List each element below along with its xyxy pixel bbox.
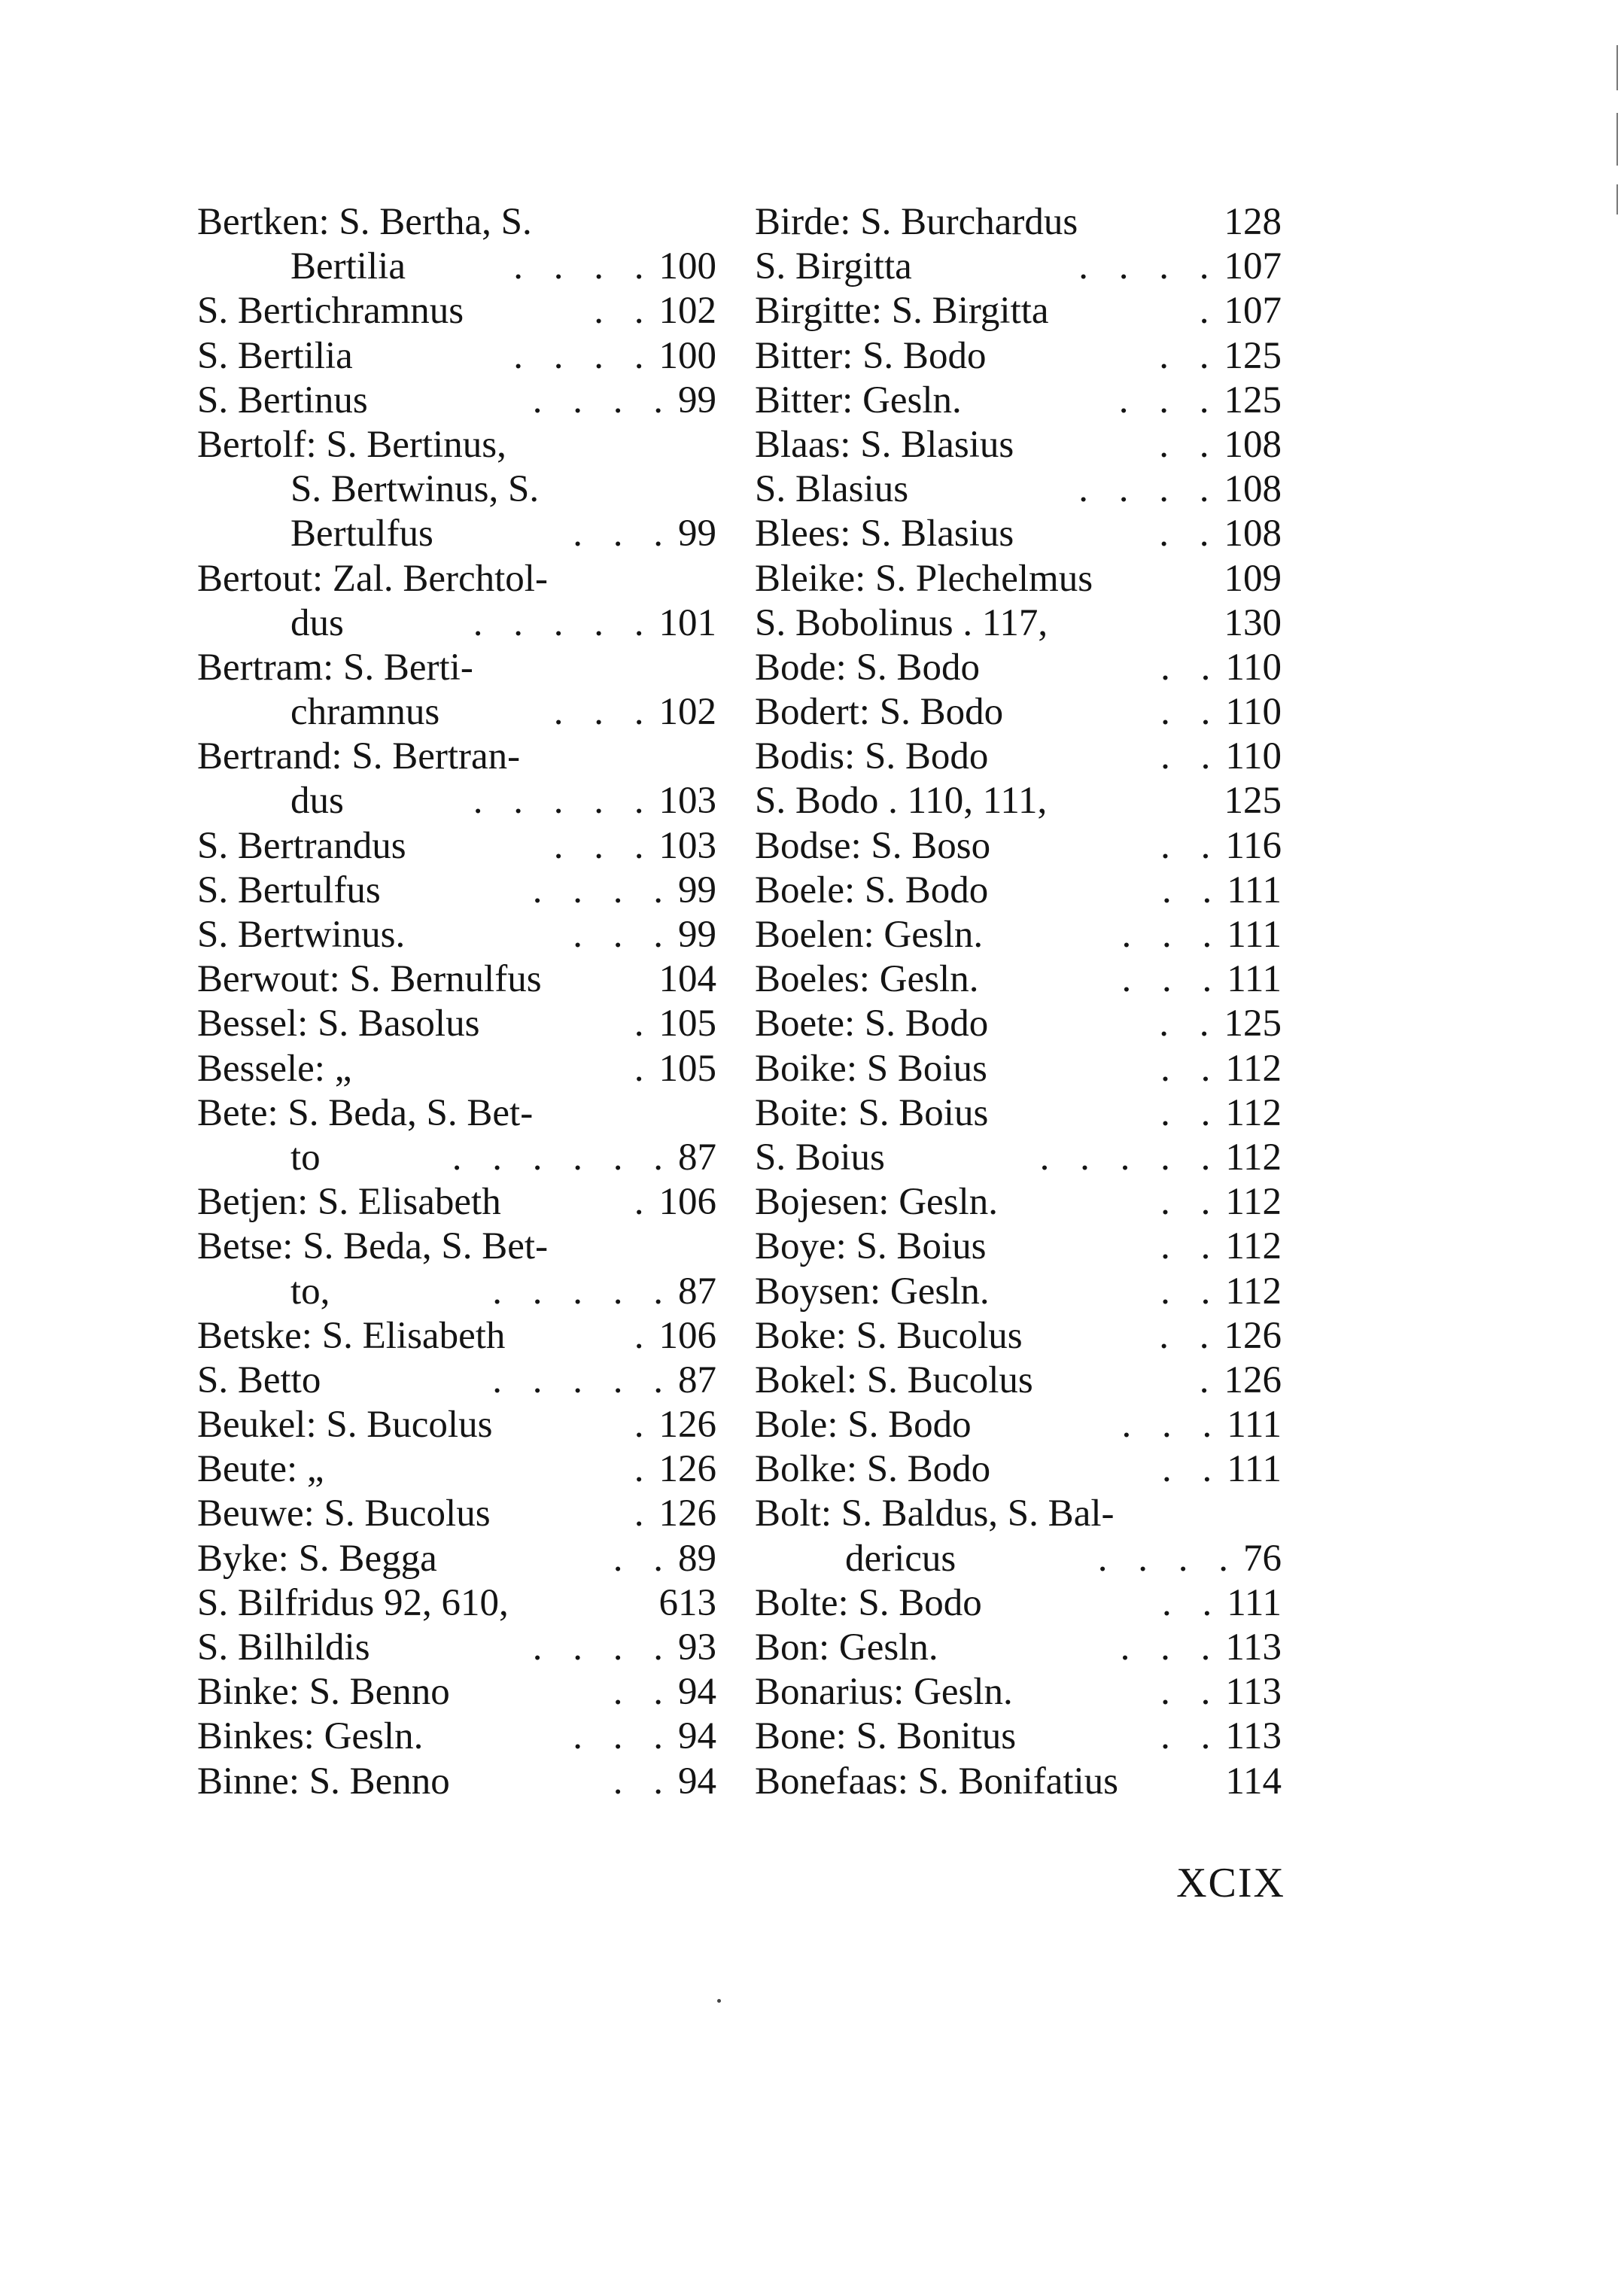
entry-page-number: 106	[658, 1181, 716, 1224]
entry-label: Bolte: S. Bodo	[755, 1581, 982, 1624]
entry-label: to	[290, 1136, 321, 1179]
index-entry	[755, 334, 1282, 379]
entry-leader-dots: . .	[1159, 423, 1220, 466]
entry-page-number: 110	[1225, 735, 1282, 778]
index-entry	[755, 1537, 1282, 1581]
entry-leader-dots: . . . .	[532, 1626, 674, 1669]
entry-leader-dots: . . .	[553, 824, 655, 867]
entry-label: Beute: „	[197, 1448, 324, 1491]
entry-label: S. Bertwinus, S.	[290, 468, 540, 511]
entry-label: Blees: S. Blasius	[755, 513, 1014, 555]
entry-leader-dots: . .	[1160, 1225, 1221, 1268]
entry-page-number: 99	[678, 513, 716, 555]
index-entry	[755, 1447, 1282, 1492]
entry-page-number: 106	[658, 1314, 716, 1357]
entry-page-number: 111	[1227, 1448, 1282, 1491]
entry-label: Bitter: Gesln.	[755, 379, 962, 421]
entry-label: Bertrand: S. Bertran-	[197, 735, 521, 778]
entry-leader-dots: . .	[1160, 735, 1221, 778]
entry-label: Betse: S. Beda, S. Bet-	[197, 1225, 549, 1268]
entry-leader-dots: .	[1199, 290, 1220, 333]
entry-leader-dots: . . . . .	[492, 1358, 674, 1401]
entry-label: dericus	[845, 1537, 956, 1580]
entry-leader-dots: . .	[1160, 646, 1221, 689]
index-entry	[755, 690, 1282, 735]
index-entry	[197, 1314, 716, 1358]
entry-label: S. Bertilia	[197, 334, 353, 377]
entry-page-number: 105	[658, 1047, 716, 1090]
entry-leader-dots: . . . .	[1097, 1537, 1239, 1580]
index-entry	[197, 512, 716, 556]
entry-leader-dots: . .	[1160, 1715, 1221, 1758]
entry-label: Boelen: Gesln.	[755, 914, 984, 956]
entry-label: chramnus	[290, 691, 440, 734]
entry-label: S. Boius	[755, 1136, 885, 1179]
entry-label: Bertram: S. Berti-	[197, 646, 473, 689]
entry-leader-dots: . .	[1160, 691, 1221, 734]
entry-page-number: 125	[1224, 379, 1282, 421]
index-entry	[197, 1447, 716, 1492]
entry-page-number: 128	[1224, 201, 1282, 243]
entry-leader-dots: . .	[1160, 1091, 1221, 1134]
index-entry	[755, 646, 1282, 690]
entry-label: Bertulfus	[290, 513, 433, 555]
scan-edge-mark	[1616, 184, 1618, 214]
entry-leader-dots: . . .	[1121, 958, 1223, 1001]
index-entry	[197, 779, 716, 823]
entry-leader-dots: . . . .	[532, 379, 674, 421]
index-entry	[755, 1270, 1282, 1314]
index-entry	[755, 423, 1282, 467]
entry-leader-dots: . . . . .	[492, 1270, 674, 1313]
index-entry	[197, 1492, 716, 1536]
entry-page-number: 107	[1224, 245, 1282, 288]
index-entry	[755, 1714, 1282, 1759]
index-entry	[197, 957, 716, 1002]
entry-label: Bodse: S. Boso	[755, 824, 991, 867]
entry-leader-dots: . .	[1160, 1270, 1221, 1313]
index-entry	[755, 1403, 1282, 1447]
index-entry	[755, 1091, 1282, 1136]
entry-label: dus	[290, 601, 344, 644]
index-entry	[755, 1047, 1282, 1091]
entry-page-number: 110	[1225, 691, 1282, 734]
index-entry	[197, 601, 716, 646]
entry-page-number: 111	[1227, 914, 1282, 956]
index-entry	[197, 423, 716, 467]
entry-leader-dots: . .	[1162, 1581, 1223, 1624]
entry-page-number: 126	[658, 1492, 716, 1535]
index-entry	[755, 467, 1282, 512]
entry-leader-dots: . .	[1160, 1671, 1221, 1714]
entry-label: Bole: S. Bodo	[755, 1404, 972, 1447]
index-entry	[197, 646, 716, 690]
entry-page-number: 108	[1224, 468, 1282, 511]
index-entry	[755, 512, 1282, 556]
index-entry	[755, 601, 1282, 646]
entry-label: Bojesen: Gesln.	[755, 1181, 998, 1224]
entry-label: S. Bertichramnus	[197, 290, 464, 333]
entry-page-number: 100	[658, 334, 716, 377]
entry-leader-dots: . .	[1160, 1181, 1221, 1224]
entry-leader-dots: . . .	[1121, 914, 1223, 956]
entry-leader-dots: . . .	[573, 1715, 674, 1758]
index-entry	[197, 467, 716, 512]
entry-leader-dots: . . . . .	[473, 780, 655, 823]
index-entry	[755, 957, 1282, 1002]
entry-page-number: 94	[678, 1715, 716, 1758]
entry-label: Boete: S. Bodo	[755, 1003, 989, 1045]
index-column-right	[755, 200, 1282, 1804]
entry-label: S. Bilfridus 92, 610,	[197, 1581, 509, 1624]
entry-page-number: 93	[678, 1626, 716, 1669]
entry-label: S. Bobolinus . 117,	[755, 601, 1048, 644]
index-entry	[755, 1225, 1282, 1269]
index-entry	[197, 334, 716, 379]
index-entry	[755, 779, 1282, 823]
entry-leader-dots: . .	[594, 290, 655, 333]
entry-label: Berwout: S. Bernulfus	[197, 958, 542, 1001]
entry-label: Boeles: Gesln.	[755, 958, 979, 1001]
entry-label: Bodert: S. Bodo	[755, 691, 1004, 734]
index-entry	[197, 1002, 716, 1046]
index-entry	[755, 379, 1282, 423]
index-entry	[755, 1136, 1282, 1180]
entry-page-number: 125	[1224, 1003, 1282, 1045]
entry-label: Boke: S. Bucolus	[755, 1314, 1023, 1357]
index-entry	[197, 245, 716, 289]
entry-leader-dots: . .	[1159, 513, 1220, 555]
entry-leader-dots: . . .	[1120, 1626, 1221, 1669]
entry-label: Bone: S. Bonitus	[755, 1715, 1017, 1758]
entry-label: Bodis: S. Bodo	[755, 735, 989, 778]
entry-page-number: 76	[1243, 1537, 1282, 1580]
entry-page-number: 102	[658, 691, 716, 734]
index-entry	[197, 1136, 716, 1180]
entry-leader-dots: . .	[1159, 1314, 1220, 1357]
index-entry	[755, 1358, 1282, 1403]
entry-label: Blaas: S. Blasius	[755, 423, 1014, 466]
entry-page-number: 113	[1225, 1715, 1282, 1758]
entry-label: S. Bertrandus	[197, 824, 406, 867]
entry-label: Bertolf: S. Bertinus,	[197, 423, 506, 466]
entry-page-number: 126	[1224, 1358, 1282, 1401]
entry-leader-dots: . . .	[1118, 379, 1220, 421]
entry-page-number: 94	[678, 1760, 716, 1803]
entry-label: S. Bertulfus	[197, 869, 381, 911]
index-entry	[755, 1002, 1282, 1046]
entry-leader-dots: . .	[1162, 1448, 1223, 1491]
entry-leader-dots: .	[634, 1492, 655, 1535]
entry-leader-dots: . . .	[1121, 1404, 1223, 1447]
index-entry	[755, 735, 1282, 779]
entry-label: Binke: S. Benno	[197, 1671, 450, 1714]
index-entry	[755, 289, 1282, 333]
entry-page-number: 116	[1225, 824, 1282, 867]
index-entry	[197, 1537, 716, 1581]
entry-label: Bessel: S. Basolus	[197, 1003, 480, 1045]
entry-page-number: 125	[1224, 334, 1282, 377]
entry-label: S. Birgitta	[755, 245, 912, 288]
entry-label: S. Bertinus	[197, 379, 368, 421]
entry-page-number: 110	[1225, 646, 1282, 689]
entry-label: S. Betto	[197, 1358, 321, 1401]
index-entry	[197, 1581, 716, 1626]
entry-label: to,	[290, 1270, 330, 1313]
entry-page-number: 111	[1227, 1581, 1282, 1624]
index-entry	[197, 1760, 716, 1804]
entry-leader-dots: .	[634, 1003, 655, 1045]
index-entry	[197, 379, 716, 423]
entry-label: Boele: S. Bodo	[755, 869, 989, 911]
entry-page-number: 113	[1225, 1671, 1282, 1714]
entry-leader-dots: .	[1199, 1358, 1220, 1401]
index-entry	[197, 913, 716, 957]
entry-label: Bon: Gesln.	[755, 1626, 938, 1669]
index-entry	[755, 245, 1282, 289]
index-entry	[755, 913, 1282, 957]
entry-page-number: 87	[678, 1358, 716, 1401]
entry-label: Bleike: S. Plechelmus	[755, 557, 1093, 600]
index-entry	[197, 690, 716, 735]
entry-page-number: 108	[1224, 513, 1282, 555]
entry-page-number: 126	[658, 1448, 716, 1491]
entry-label: Bertilia	[290, 245, 406, 288]
index-entry	[197, 1091, 716, 1136]
entry-leader-dots: .	[634, 1314, 655, 1357]
entry-leader-dots: . .	[613, 1671, 674, 1714]
index-entry	[755, 1760, 1282, 1804]
entry-leader-dots: . . . .	[532, 869, 674, 911]
scan-speck	[717, 1999, 721, 2003]
entry-page-number: 126	[658, 1404, 716, 1447]
index-entry	[197, 1225, 716, 1269]
entry-label: Boike: S Boius	[755, 1047, 987, 1090]
entry-leader-dots: . . . .	[1078, 245, 1220, 288]
entry-label: Birgitte: S. Birgitta	[755, 290, 1049, 333]
entry-page-number: 125	[1224, 780, 1282, 823]
entry-label: S. Bertwinus.	[197, 914, 406, 956]
entry-leader-dots: . .	[613, 1760, 674, 1803]
index-entry	[197, 824, 716, 869]
index-entry	[755, 869, 1282, 913]
index-entry	[197, 1714, 716, 1759]
entry-page-number: 126	[1224, 1314, 1282, 1357]
entry-page-number: 112	[1225, 1047, 1282, 1090]
index-entry	[197, 1047, 716, 1091]
entry-label: Bertken: S. Bertha, S.	[197, 201, 532, 243]
entry-page-number: 89	[678, 1537, 716, 1580]
entry-page-number: 99	[678, 379, 716, 421]
entry-page-number: 109	[1224, 557, 1282, 600]
entry-label: Bode: S. Bodo	[755, 646, 980, 689]
entry-page-number: 111	[1227, 869, 1282, 911]
entry-label: Beuwe: S. Bucolus	[197, 1492, 491, 1535]
scan-edge-mark	[1616, 113, 1618, 166]
entry-leader-dots: . . . . .	[473, 601, 655, 644]
entry-page-number: 101	[658, 601, 716, 644]
entry-leader-dots: . .	[613, 1537, 674, 1580]
entry-label: dus	[290, 780, 344, 823]
entry-label: S. Bodo . 110, 111,	[755, 780, 1048, 823]
entry-label: Bolke: S. Bodo	[755, 1448, 991, 1491]
index-entry	[755, 1581, 1282, 1626]
entry-leader-dots: .	[634, 1047, 655, 1090]
index-entry	[755, 1626, 1282, 1670]
entry-page-number: 112	[1225, 1181, 1282, 1224]
index-entry	[197, 735, 716, 779]
index-column-left	[197, 200, 716, 1804]
entry-label: Birde: S. Burchardus	[755, 201, 1078, 243]
index-entry	[197, 557, 716, 601]
page-folio: XCIX	[1176, 1860, 1285, 1906]
entry-page-number: 130	[1224, 601, 1282, 644]
index-entry	[755, 1180, 1282, 1225]
entry-label: Boysen: Gesln.	[755, 1270, 990, 1313]
entry-page-number: 111	[1227, 1404, 1282, 1447]
entry-leader-dots: .	[634, 1181, 655, 1224]
entry-leader-dots: . . . .	[513, 245, 655, 288]
entry-label: Bolt: S. Baldus, S. Bal-	[755, 1492, 1115, 1535]
entry-label: Bonarius: Gesln.	[755, 1671, 1013, 1714]
entry-page-number: 104	[658, 958, 716, 1001]
entry-label: Byke: S. Begga	[197, 1537, 437, 1580]
entry-page-number: 111	[1227, 958, 1282, 1001]
entry-page-number: 112	[1225, 1136, 1282, 1179]
index-entry	[197, 1626, 716, 1670]
index-entry	[197, 289, 716, 333]
entry-leader-dots: .	[634, 1448, 655, 1491]
index-entry	[755, 200, 1282, 245]
entry-label: Binne: S. Benno	[197, 1760, 450, 1803]
entry-page-number: 105	[658, 1003, 716, 1045]
entry-page-number: 103	[658, 780, 716, 823]
entry-label: Bete: S. Beda, S. Bet-	[197, 1091, 534, 1134]
entry-leader-dots: .	[634, 1404, 655, 1447]
entry-label: Bonefaas: S. Bonifatius	[755, 1760, 1119, 1803]
entry-leader-dots: . . .	[573, 513, 674, 555]
entry-page-number: 87	[678, 1270, 716, 1313]
entry-label: S. Bilhildis	[197, 1626, 370, 1669]
entry-label: S. Blasius	[755, 468, 909, 511]
entry-page-number: 112	[1225, 1270, 1282, 1313]
entry-page-number: 87	[678, 1136, 716, 1179]
entry-label: Boite: S. Boius	[755, 1091, 989, 1134]
entry-label: Betjen: S. Elisabeth	[197, 1181, 501, 1224]
entry-page-number: 113	[1225, 1626, 1282, 1669]
index-entry	[755, 557, 1282, 601]
entry-page-number: 103	[658, 824, 716, 867]
entry-page-number: 107	[1224, 290, 1282, 333]
entry-leader-dots: . . . .	[513, 334, 655, 377]
entry-page-number: 613	[658, 1581, 716, 1624]
scan-edge-mark	[1616, 45, 1618, 90]
entry-leader-dots: . . .	[553, 691, 655, 734]
entry-page-number: 112	[1225, 1091, 1282, 1134]
entry-label: Bessele: „	[197, 1047, 352, 1090]
entry-page-number: 112	[1225, 1225, 1282, 1268]
entry-leader-dots: . .	[1159, 334, 1220, 377]
index-entry	[197, 869, 716, 913]
index-entry	[197, 1180, 716, 1225]
index-entry	[755, 1670, 1282, 1714]
entry-leader-dots: . .	[1162, 869, 1223, 911]
entry-page-number: 102	[658, 290, 716, 333]
entry-leader-dots: . . .	[573, 914, 674, 956]
entry-label: Beukel: S. Bucolus	[197, 1404, 493, 1447]
entry-label: Betske: S. Elisabeth	[197, 1314, 506, 1357]
entry-page-number: 99	[678, 869, 716, 911]
entry-page-number: 114	[1225, 1760, 1282, 1803]
entry-leader-dots: . .	[1159, 1003, 1220, 1045]
entry-label: Bitter: S. Bodo	[755, 334, 987, 377]
index-entry	[197, 1270, 716, 1314]
entry-leader-dots: . .	[1160, 824, 1221, 867]
entry-leader-dots: . . . . . .	[452, 1136, 674, 1179]
entry-page-number: 100	[658, 245, 716, 288]
entry-page-number: 99	[678, 914, 716, 956]
entry-label: Bokel: S. Bucolus	[755, 1358, 1033, 1401]
index-entry	[755, 1492, 1282, 1536]
index-entry	[197, 1358, 716, 1403]
index-entry	[197, 1403, 716, 1447]
entry-page-number: 94	[678, 1671, 716, 1714]
entry-label: Boye: S. Boius	[755, 1225, 987, 1268]
entry-label: Bertout: Zal. Berchtol-	[197, 557, 548, 600]
index-entry	[197, 200, 716, 245]
index-entry	[755, 824, 1282, 869]
entry-leader-dots: . .	[1160, 1047, 1221, 1090]
index-entry	[755, 1314, 1282, 1358]
entry-leader-dots: . . . . .	[1039, 1136, 1221, 1179]
entry-page-number: 108	[1224, 423, 1282, 466]
entry-leader-dots: . . . .	[1078, 468, 1220, 511]
entry-label: Binkes: Gesln.	[197, 1715, 424, 1758]
index-entry	[197, 1670, 716, 1714]
